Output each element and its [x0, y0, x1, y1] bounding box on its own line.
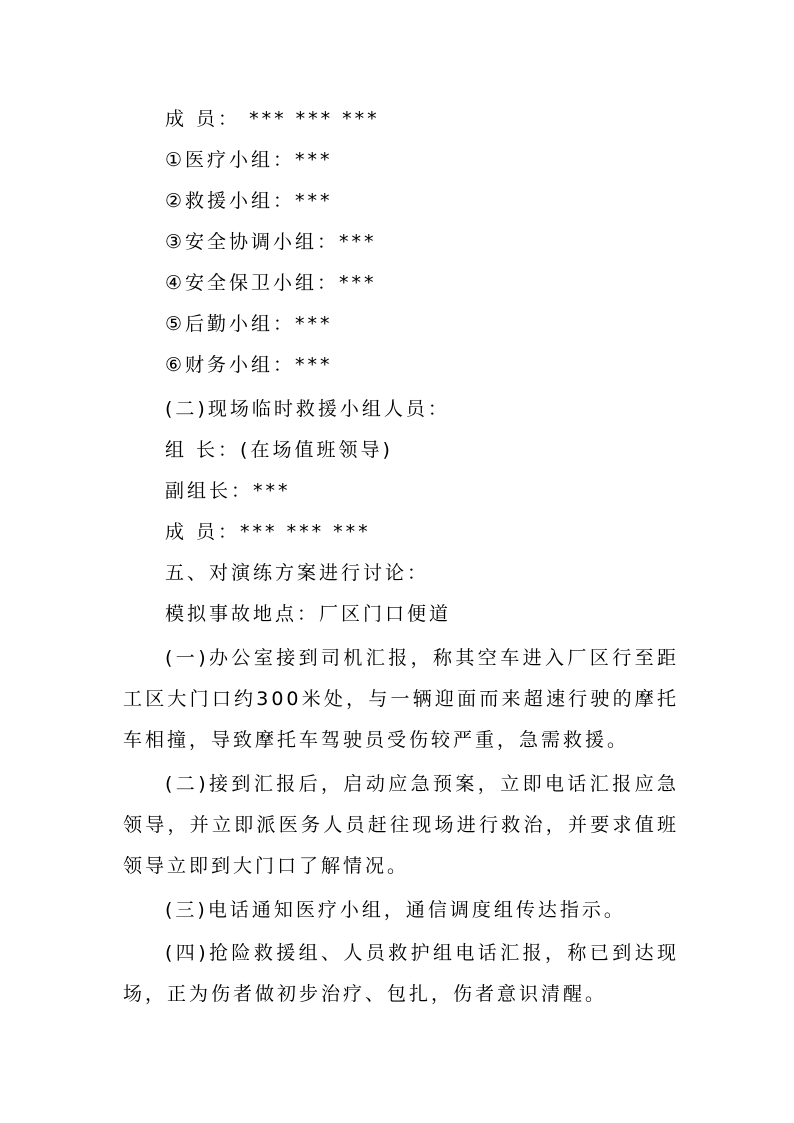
onsite-rescue-heading: (二)现场临时救援小组人员：: [165, 398, 450, 420]
section-five-heading: 五、对演练方案进行讨论：: [165, 562, 430, 584]
rescue-team-line: ②救援小组：***: [165, 190, 333, 212]
accident-location-line: 模拟事故地点：厂区门口便道: [165, 603, 452, 625]
paragraph-rescue-arrived: (四)抢险救援组、人员救护组电话汇报，称已到达现场，正为伤者做初步治疗、包扎，伤者意识清醒。: [123, 942, 679, 1005]
security-team-line: ④安全保卫小组：***: [165, 272, 377, 294]
paragraph-report-received: (一)办公室接到司机汇报，称其空车进入厂区行至距工区大门口约300米处，与一辆迎面而来超速行驶的摩托车相撞，导致摩托车驾驶员受伤较严重，急需救援。: [123, 647, 679, 751]
logistics-team-line: ⑤后勤小组：***: [165, 313, 333, 335]
deputy-leader-line: 副组长：***: [165, 480, 291, 502]
medical-team-line: ①医疗小组：***: [165, 149, 333, 171]
onsite-members-line: 成 员：*** *** ***: [165, 521, 371, 543]
safety-coordination-team-line: ③安全协调小组：***: [165, 231, 377, 253]
team-leader-line: 组 长：(在场值班领导): [165, 439, 393, 461]
paragraph-notify-medical: (三)电话通知医疗小组，通信调度组传达指示。: [165, 899, 626, 921]
members-line: 成 员： *** *** ***: [165, 108, 380, 130]
finance-team-line: ⑥财务小组：***: [165, 354, 333, 376]
paragraph-emergency-plan: (二)接到汇报后，启动应急预案，立即电话汇报应急领导，并立即派医务人员赶往现场进行救治，并要求值班领导立即到大门口了解情况。: [123, 773, 679, 877]
